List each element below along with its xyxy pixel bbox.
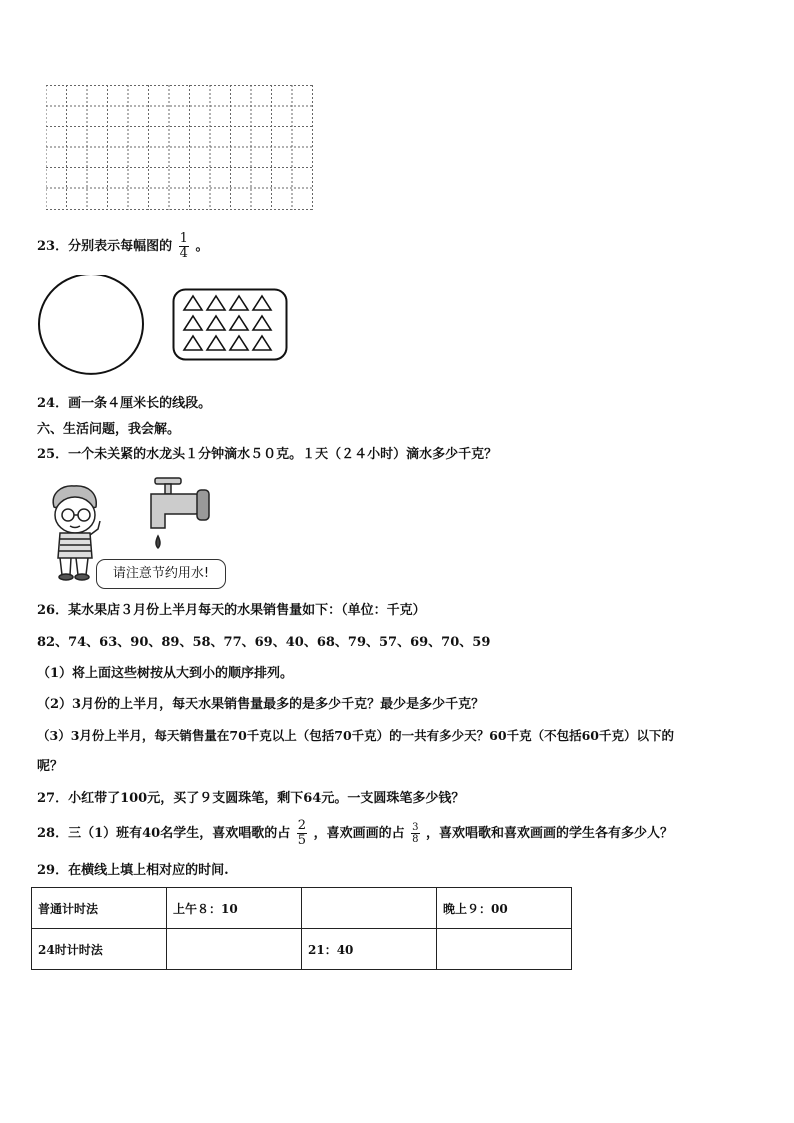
time-conversion-table bbox=[31, 887, 572, 970]
table-row bbox=[32, 888, 572, 929]
question-29: 29．在横线上填上相对应的时间. bbox=[37, 863, 229, 878]
question-27: 27．小红带了100元，买了９支圆珠笔，剩下64元。一支圆珠笔多少钱？ bbox=[37, 791, 465, 806]
fraction-two-fifths: $\frac{2}{5}$ bbox=[297, 818, 307, 848]
q23-text: 23．分别表示每幅图的 bbox=[37, 239, 173, 254]
question-24: 24．画一条４厘米长的线段。 bbox=[37, 396, 212, 411]
triangles-figure bbox=[172, 288, 289, 362]
section-six-heading: 六、生活问题，我会解。 bbox=[37, 422, 181, 437]
question-26-data: 82、74、63、90、89、58、77、69、40、68、79、57、69、70、59 bbox=[37, 635, 491, 650]
question-26-part-3: （3）3月份上半月，每天销售量在70千克以上（包括70千克）的一共有多少天？60千克（不包括60千克）以下的 bbox=[37, 728, 674, 743]
question-25: 25．一个未关紧的水龙头１分钟滴水５０克。１天（２４小时）滴水多少千克？ bbox=[37, 447, 498, 462]
question-28: 28．三（1）班有40名学生，喜欢唱歌的占 $\frac{2}{5}$ ，喜欢画画的占 $\frac{3}{8}$ ，喜欢唱歌和喜欢画画的学生各有多少人？ bbox=[37, 818, 674, 848]
fraction-three-eighths: $\frac{3}{8}$ bbox=[412, 822, 419, 845]
question-23: 23．分别表示每幅图的 $\frac{1}{4}$ 。 bbox=[37, 231, 209, 261]
answer-cell[interactable] bbox=[302, 888, 437, 929]
table-cell: 普通计时法 bbox=[32, 888, 167, 929]
question-26-intro: 26．某水果店３月份上半月每天的水果销售量如下：（单位：千克） bbox=[37, 603, 426, 618]
table-cell: 上午８：10 bbox=[167, 888, 302, 929]
grid-paper bbox=[46, 85, 316, 211]
question-26-part-1: （1）将上面这些树按从大到小的顺序排列。 bbox=[37, 666, 294, 681]
question-26-part-2: （2）3月份的上半月，每天水果销售量最多的是多少千克？最少是多少千克？ bbox=[37, 697, 485, 712]
answer-cell[interactable] bbox=[437, 929, 572, 970]
table-cell: 24时计时法 bbox=[32, 929, 167, 970]
circle-figure bbox=[36, 275, 148, 375]
table-cell: 21：40 bbox=[302, 929, 437, 970]
table-row bbox=[32, 929, 572, 970]
question-26-part-3-cont: 呢？ bbox=[37, 759, 64, 774]
answer-cell[interactable] bbox=[167, 929, 302, 970]
table-cell: 晚上９：00 bbox=[437, 888, 572, 929]
water-saving-speech-bubble: 请注意节约用水! bbox=[96, 559, 226, 589]
fraction-one-quarter: $\frac{1}{4}$ bbox=[179, 231, 188, 261]
faucet-illustration bbox=[143, 472, 215, 556]
